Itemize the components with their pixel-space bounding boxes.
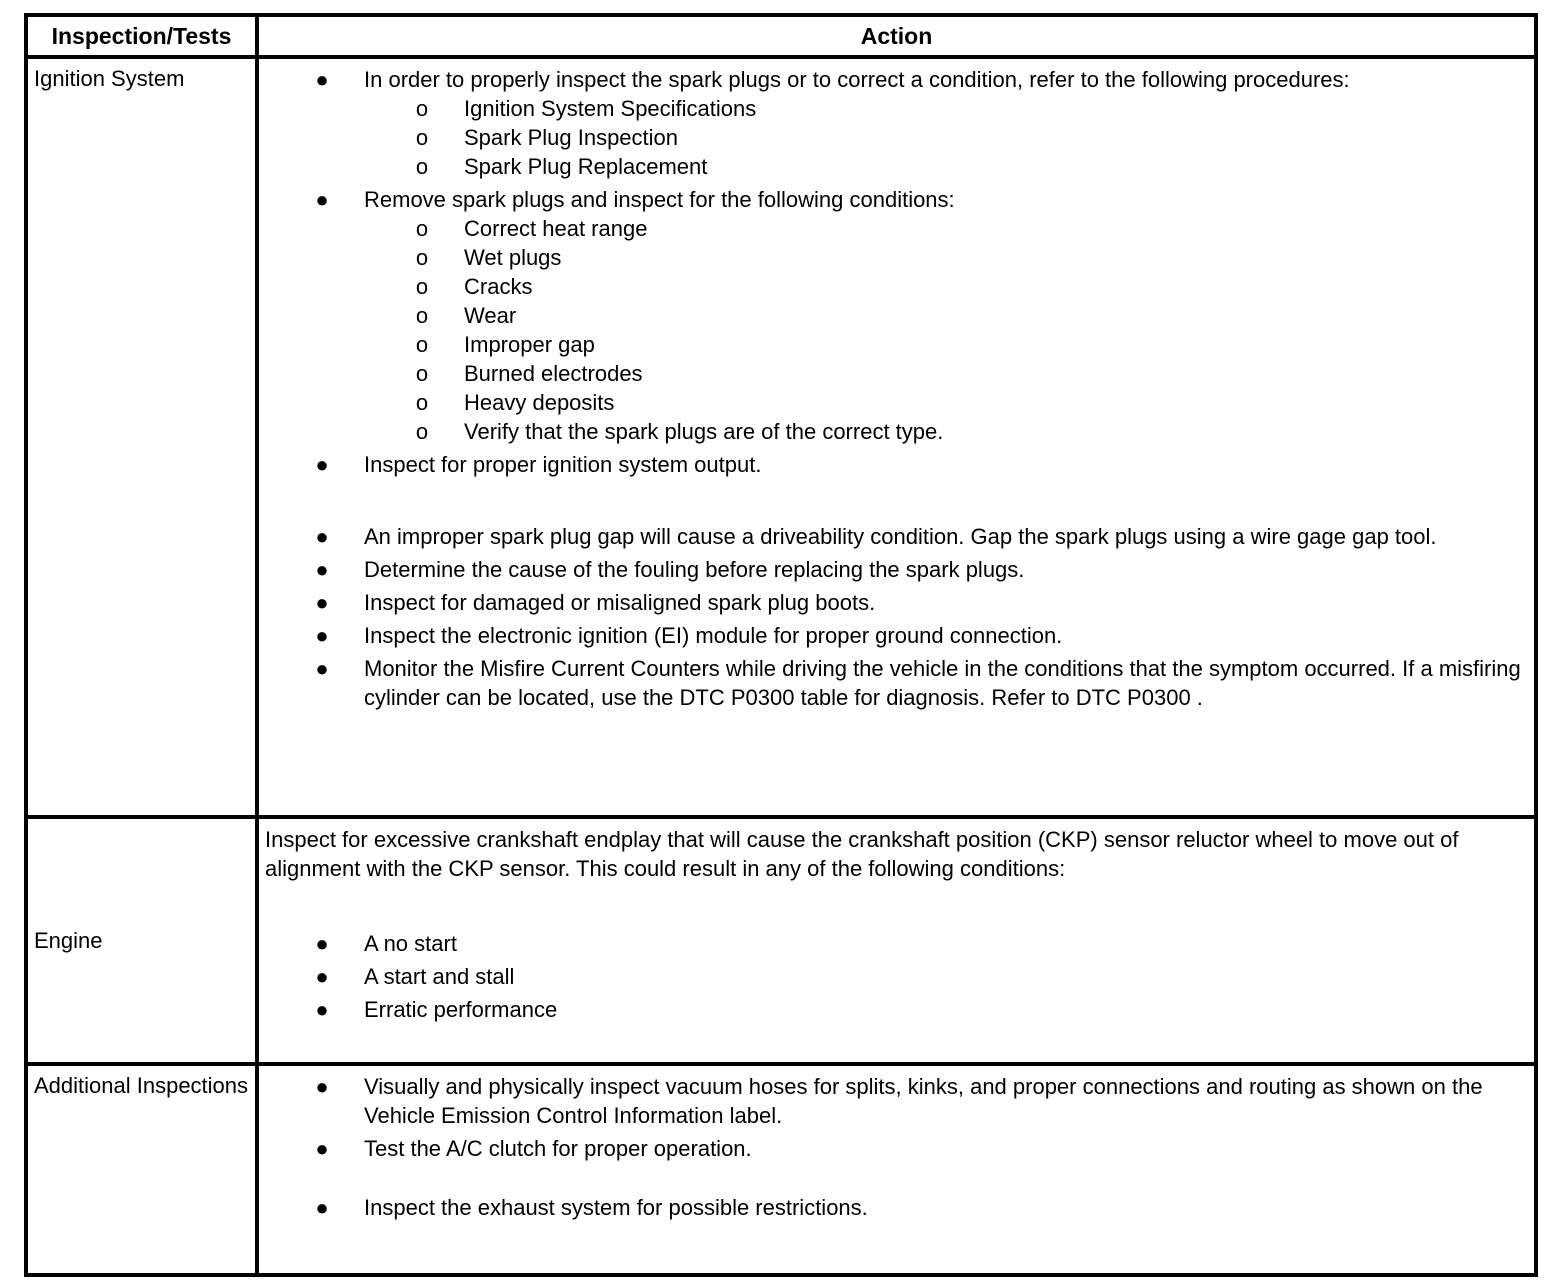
sub-list-item-text: Spark Plug Replacement [464, 154, 708, 179]
header-row [26, 15, 1536, 57]
list-item-text: Inspect the exhaust system for possible restrictions. [364, 1195, 868, 1220]
circle-bullet-icon: o [415, 96, 429, 121]
sub-list-item [364, 243, 1528, 272]
bullet-icon: ● [315, 187, 329, 212]
sub-list-item [364, 272, 1528, 301]
sub-list-item [364, 388, 1528, 417]
list-item-text: Test the A/C clutch for proper operation. [364, 1136, 752, 1161]
sub-list-item-text: Improper gap [464, 332, 595, 357]
list-item-text: A no start [364, 931, 457, 956]
circle-bullet-icon: o [415, 303, 429, 328]
column-header-inspection-tests: Inspection/Tests [26, 15, 257, 57]
bullet-icon: ● [315, 1195, 329, 1220]
action-cell [257, 57, 1536, 817]
table-row-ignition-system [26, 57, 1536, 817]
circle-bullet-icon: o [415, 154, 429, 179]
list-item [259, 1072, 1528, 1130]
bullet-icon: ● [315, 524, 329, 549]
list-item [259, 450, 1528, 479]
sub-list-item-text: Wear [464, 303, 517, 328]
list-item-text: Determine the cause of the fouling before replacing the spark plugs. [364, 557, 1025, 582]
table-row-engine [26, 817, 1536, 1064]
sub-list-item [364, 330, 1528, 359]
sub-list [364, 94, 1528, 181]
sub-list-item-text: Heavy deposits [464, 390, 615, 415]
column-header-action: Action [257, 15, 1536, 57]
intro-paragraph: Inspect for excessive crankshaft endplay that will cause the crankshaft position (CKP) sensor reluctor wheel to move out of alignment with the CKP sensor. This could result in any of the following conditions: [265, 827, 1459, 881]
category-cell: Engine [26, 817, 257, 1064]
sub-list-item-text: Correct heat range [464, 216, 648, 241]
sub-list-item [364, 152, 1528, 181]
bullet-icon: ● [315, 997, 329, 1022]
list-item-text: A start and stall [364, 964, 515, 989]
list-item [259, 962, 1528, 991]
bullet-icon: ● [315, 656, 329, 681]
bullet-icon: ● [315, 964, 329, 989]
list-item [259, 654, 1528, 712]
category-cell: Ignition System [26, 57, 257, 817]
sub-list-item [364, 94, 1528, 123]
bullet-icon: ● [315, 452, 329, 477]
list-item-text: An improper spark plug gap will cause a driveability condition. Gap the spark plugs using a wire gage gap tool. [364, 524, 1437, 549]
list-item-text: Remove spark plugs and inspect for the following conditions: [364, 187, 955, 212]
list-item [259, 522, 1528, 551]
sub-list-item [364, 214, 1528, 243]
bullet-icon: ● [315, 623, 329, 648]
bullet-icon: ● [315, 1074, 329, 1099]
action-cell [257, 817, 1536, 1064]
list-item-text: Visually and physically inspect vacuum hoses for splits, kinks, and proper connections and routing as shown on the Vehicle Emission Control Information label. [364, 1074, 1483, 1128]
list-item-text: Inspect the electronic ignition (EI) module for proper ground connection. [364, 623, 1063, 648]
circle-bullet-icon: o [415, 390, 429, 415]
bullet-icon: ● [315, 590, 329, 615]
list-item-text: Inspect for proper ignition system output. [364, 452, 762, 477]
list-item [259, 1193, 1528, 1222]
sub-list-item [364, 123, 1528, 152]
circle-bullet-icon: o [415, 245, 429, 270]
list-item-text: Erratic performance [364, 997, 558, 1022]
action-cell [257, 1064, 1536, 1275]
bullet-icon: ● [315, 1136, 329, 1161]
sub-list [364, 214, 1528, 446]
bullet-icon: ● [315, 931, 329, 956]
sub-list-item-text: Spark Plug Inspection [464, 125, 679, 150]
list-item-text: In order to properly inspect the spark plugs or to correct a condition, refer to the following procedures: [364, 67, 1350, 92]
sub-list-item [364, 417, 1528, 446]
circle-bullet-icon: o [415, 332, 429, 357]
sub-list-item [364, 301, 1528, 330]
list-item [259, 65, 1528, 181]
list-item [259, 588, 1528, 617]
list-item [259, 929, 1528, 958]
list-item-text: Inspect for damaged or misaligned spark plug boots. [364, 590, 876, 615]
sub-list-item-text: Wet plugs [464, 245, 562, 270]
sub-list-item [364, 359, 1528, 388]
list-item [259, 185, 1528, 446]
list-item [259, 621, 1528, 650]
sub-list-item-text: Cracks [464, 274, 533, 299]
list-item-text: Monitor the Misfire Current Counters while driving the vehicle in the conditions that the symptom occurred. If a misfiring cylinder can be located, use the DTC P0300 table for diagnosis. Refer to DTC P0300 . [364, 656, 1521, 710]
sub-list-item-text: Ignition System Specifications [464, 96, 757, 121]
list-item [259, 555, 1528, 584]
bullet-icon: ● [315, 67, 329, 92]
circle-bullet-icon: o [415, 274, 429, 299]
category-cell: Additional Inspections [26, 1064, 257, 1275]
sub-list-item-text: Burned electrodes [464, 361, 643, 386]
diagnostic-table [24, 13, 1538, 1277]
circle-bullet-icon: o [415, 216, 429, 241]
list-item [259, 995, 1528, 1024]
list-item [259, 1134, 1528, 1163]
circle-bullet-icon: o [415, 361, 429, 386]
bullet-icon: ● [315, 557, 329, 582]
table-row-additional-inspections [26, 1064, 1536, 1275]
circle-bullet-icon: o [415, 125, 429, 150]
circle-bullet-icon: o [415, 419, 429, 444]
sub-list-item-text: Verify that the spark plugs are of the correct type. [464, 419, 944, 444]
